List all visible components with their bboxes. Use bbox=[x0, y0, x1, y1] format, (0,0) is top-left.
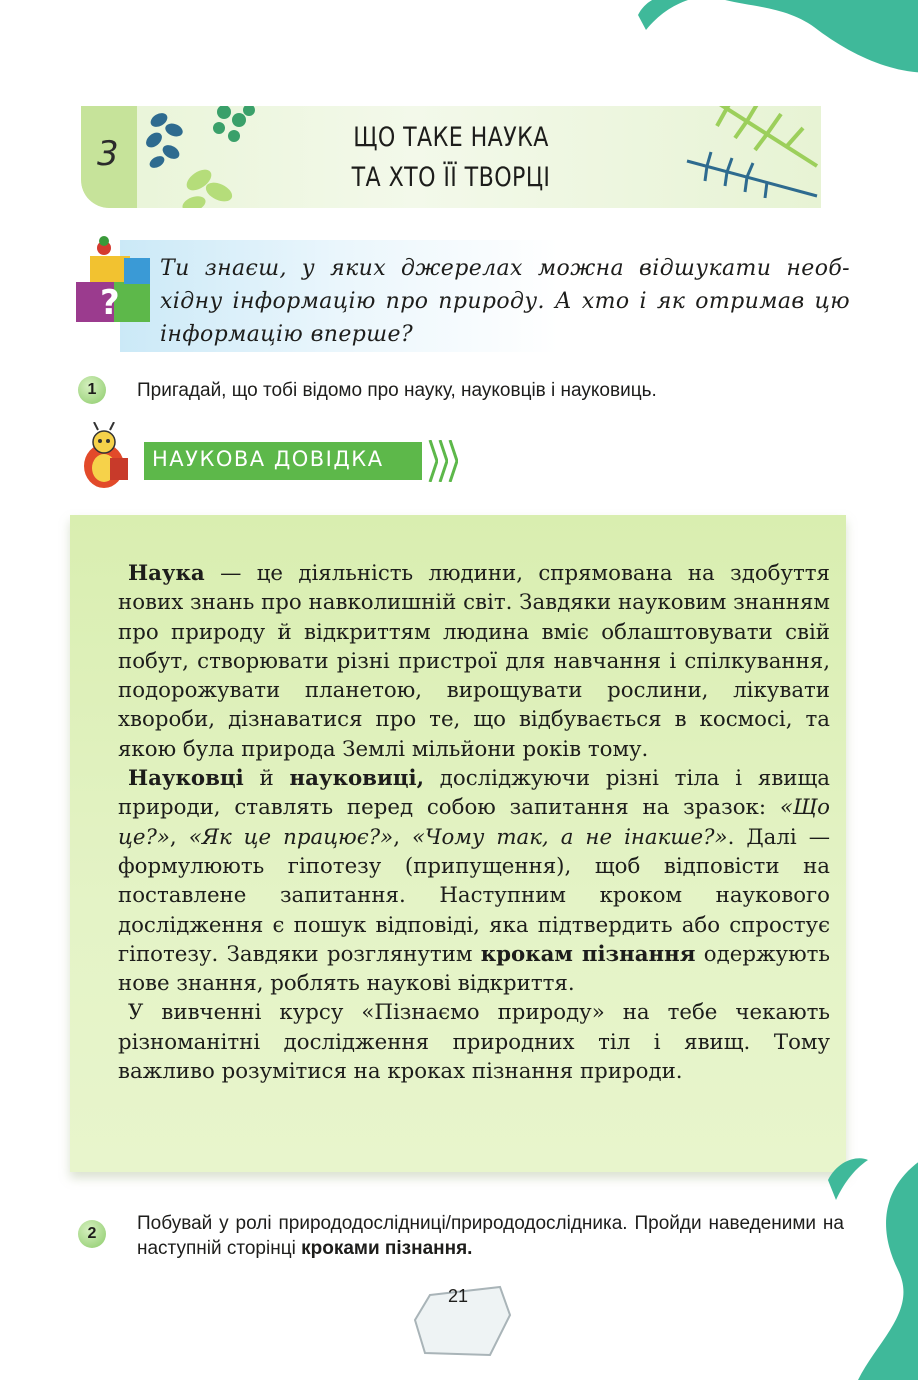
chevron-decoration-icon bbox=[438, 440, 448, 482]
task-2-text bbox=[137, 1211, 844, 1261]
paragraph-2-text-1: досліджуючи різні тіла і явища природи, ставлять перед собою запитання на зразок: bbox=[118, 766, 830, 821]
chevron-decoration-icon bbox=[428, 440, 438, 482]
term-scientists: Науковці bbox=[128, 766, 244, 792]
term-science: Наука bbox=[128, 561, 205, 586]
teal-blob-decoration bbox=[618, 0, 918, 110]
task-2-body: Побувай у ролі природодослідниці/природодослідника. Пройди наведеними на наступній сторінці bbox=[137, 1213, 844, 1259]
puzzle-question-icon bbox=[74, 228, 156, 336]
lesson-title bbox=[148, 118, 755, 198]
task-1-text: Пригадай, що тобі відомо про науку, науковців і науковиць. bbox=[137, 380, 657, 401]
question-why: «Чому так, а не інакше?» bbox=[411, 824, 728, 850]
paragraph-2-text-3: одержують нове знання, роблять наукові відкриття. bbox=[118, 941, 830, 997]
lesson-title-line1: ЩО ТАКЕ НАУКА bbox=[353, 122, 549, 153]
reference-body bbox=[118, 559, 830, 1086]
paragraph-1 bbox=[118, 559, 830, 764]
question-what: «Що це?» bbox=[118, 795, 830, 850]
question-how: «Як це працює?» bbox=[188, 824, 394, 850]
task-number-badge: 2 bbox=[78, 1220, 106, 1248]
ladybug-mascot-icon bbox=[76, 422, 136, 494]
separator: , bbox=[169, 824, 189, 850]
question-text: Ти знаєш, у яких джерелах можна відшукати необ-хідну інформацію про природу. А хто і як отримав цю інформацію вперше? bbox=[160, 256, 850, 347]
separator: , bbox=[393, 824, 412, 850]
page-number: 21 bbox=[448, 1286, 469, 1306]
term-scientists-female: науковиці, bbox=[289, 766, 424, 792]
paragraph-2-text-2: . Далі — формулюють гіпотезу (припущення), щоб відповісти на поставлене запитання. Наступним кроком наукового дослідження є пошук відповіді, яка підтвердить або спростує гіпотезу. Завдяки розглянутим bbox=[118, 824, 831, 967]
paragraph-1-text: — це діяльність людини, спрямована на здобуття нових знань про навколишній світ. Завдяки науковим знанням про природу й відкриттям людина вміє облаштовувати свій побут, створювати різні пристрої для навчання і спілкування, подорожувати планетою, вирощувати рослини, лікувати хвороби, дізнаватися про те, що відбувається в космосі, та якою була природа Землі мільйони років тому. bbox=[118, 561, 830, 762]
task-2-bold: кроками пізнання. bbox=[301, 1238, 473, 1259]
lesson-number: 3 bbox=[97, 134, 119, 174]
conjunction: й bbox=[243, 766, 290, 792]
reference-panel bbox=[70, 515, 846, 1172]
paragraph-2 bbox=[118, 764, 830, 998]
lesson-header bbox=[81, 106, 821, 208]
question-box bbox=[120, 240, 850, 352]
chevron-decoration-icon bbox=[448, 440, 458, 482]
term-steps: крокам пізнання bbox=[480, 941, 696, 967]
svg-text:?: ? bbox=[100, 283, 120, 323]
reference-label: НАУКОВА ДОВІДКА bbox=[152, 447, 384, 471]
reference-banner bbox=[144, 442, 422, 480]
teal-blob-decoration bbox=[818, 1150, 918, 1380]
paragraph-3: У вивченні курсу «Пізнаємо природу» на тебе чекають різноманітні дослідження природних тіл і явищ. Тому важливо розумітися на кроках пізнання природи. bbox=[118, 1000, 830, 1085]
lesson-title-line2: ТА ХТО ЇЇ ТВОРЦІ bbox=[351, 162, 551, 193]
task-number-badge: 1 bbox=[78, 376, 106, 404]
